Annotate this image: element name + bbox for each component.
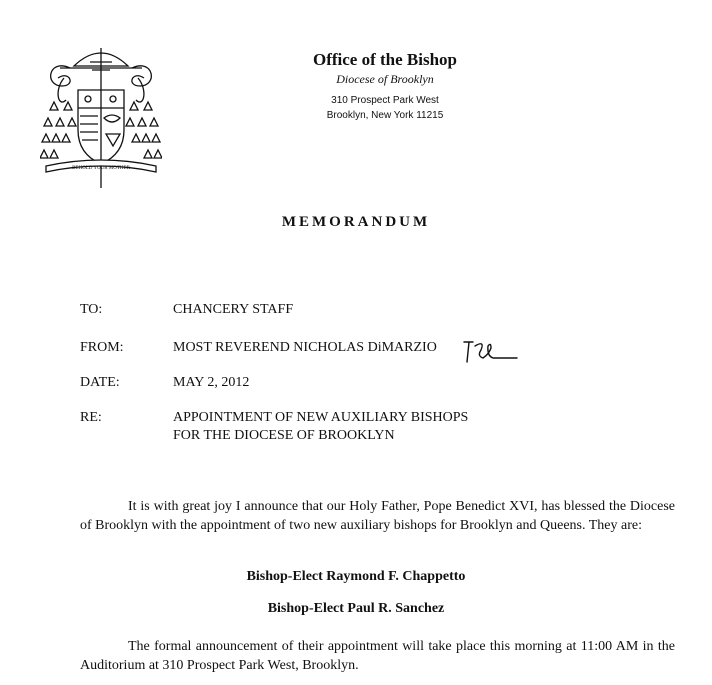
bishop-elect-2: Bishop-Elect Paul R. Sanchez (267, 601, 445, 616)
coat-of-arms-crest (40, 38, 162, 194)
address-line-2: Brooklyn, New York 11215 (326, 110, 444, 121)
address-line-1: 310 Prospect Park West (331, 95, 439, 106)
body-paragraph-1: It is with great joy I announce that our Holy Father, Pope Benedict XVI, has blessed the Diocese of Brooklyn with the appointment of two new auxiliary bishops for Brooklyn and Queens. They are: (80, 499, 675, 533)
date-value: MAY 2, 2012 (173, 375, 250, 390)
diocese-name: Diocese of Brooklyn (336, 72, 434, 86)
crest-motto: BEHOLD YOUR MOTHER (72, 166, 130, 171)
letterhead (290, 50, 480, 123)
handwritten-initials-signature (461, 336, 519, 366)
to-label: TO: (80, 302, 103, 317)
memo-heading: MEMORANDUM (281, 214, 431, 230)
from-value: MOST REVEREND NICHOLAS DiMARZIO (173, 340, 437, 355)
date-label: DATE: (80, 375, 120, 390)
re-value-line2: FOR THE DIOCESE OF BROOKLYN (173, 428, 395, 443)
to-value: CHANCERY STAFF (173, 302, 294, 317)
from-label: FROM: (80, 340, 124, 355)
re-value-line1: APPOINTMENT OF NEW AUXILIARY BISHOPS (173, 410, 469, 425)
body-paragraph-2: The formal announcement of their appointment will take place this morning at 11:00 AM in the Auditorium at 310 Prospect Park West, Brooklyn. (80, 639, 675, 673)
bishop-elect-1: Bishop-Elect Raymond F. Chappetto (246, 569, 466, 584)
office-title: Office of the Bishop (312, 50, 458, 69)
re-label: RE: (80, 410, 102, 425)
